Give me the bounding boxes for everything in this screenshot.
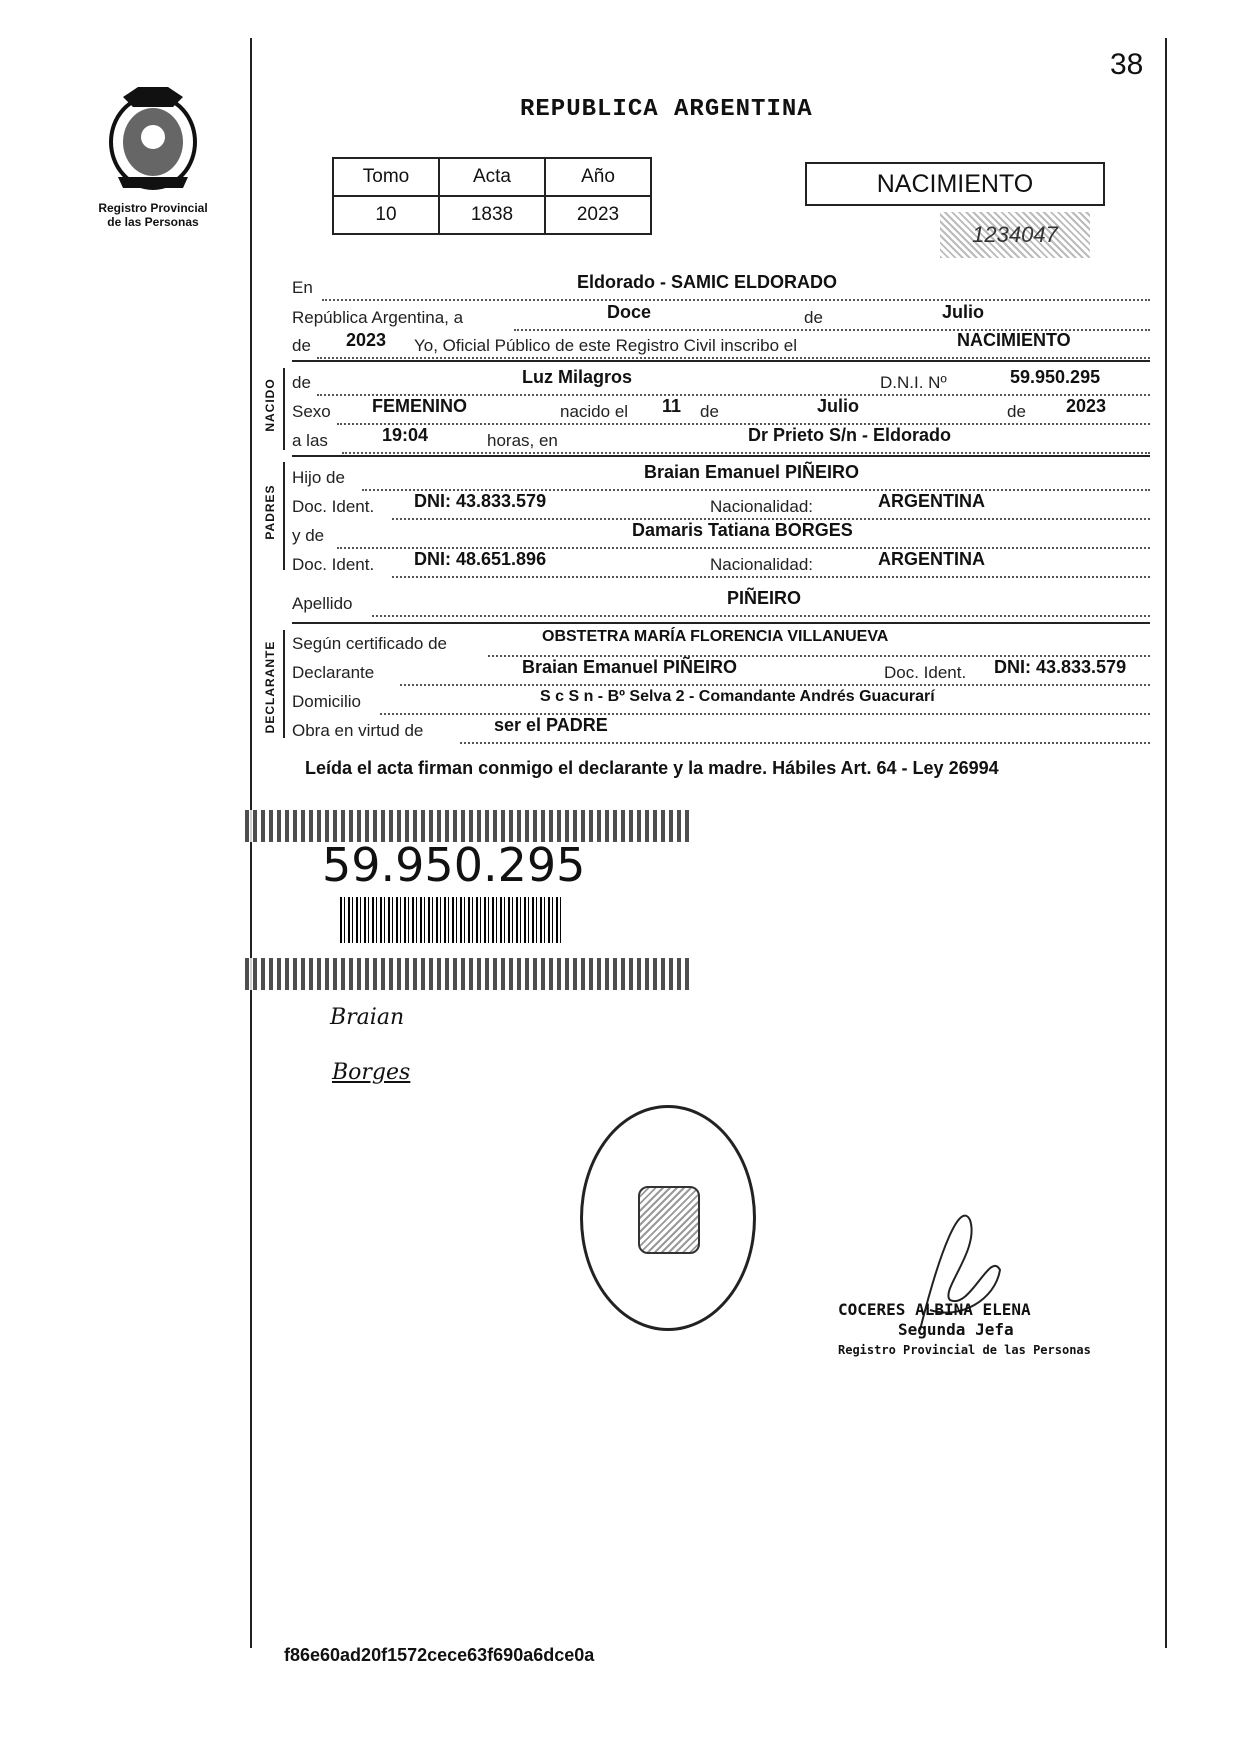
declarant-doc: DNI: 43.833.579 (994, 657, 1127, 677)
day-value: Doce (607, 302, 652, 322)
row-declarante: Declarante Braian Emanuel PIÑEIRO Doc. Ident. DNI: 43.833.579 (292, 657, 1150, 687)
row-y-de: y de Damaris Tatiana BORGES (292, 520, 1150, 550)
birth-place: Dr Prieto S/n - Eldorado (748, 425, 952, 445)
birth-month: Julio (817, 396, 860, 416)
barcode (340, 897, 562, 943)
month-value: Julio (942, 302, 985, 322)
signature-declarant: Braian (330, 1005, 405, 1030)
father-doc: DNI: 43.833.579 (414, 491, 547, 511)
province-logo (88, 82, 218, 229)
birth-year: 2023 (1066, 396, 1107, 416)
section-label-padres: PADRES (263, 484, 277, 540)
row-hijo-de: Hijo de Braian Emanuel PIÑEIRO (292, 462, 1150, 492)
child-dni: 59.950.295 (1010, 367, 1101, 387)
statement-value: NACIMIENTO (957, 330, 1071, 350)
row-obra: Obra en virtud de ser el PADRE (292, 715, 1150, 745)
signature-mother: Borges (332, 1060, 411, 1085)
father-name: Braian Emanuel PIÑEIRO (644, 462, 860, 482)
birth-hour: 19:04 (382, 425, 429, 445)
divider-1 (292, 360, 1150, 362)
official-org: Registro Provincial de las Personas (838, 1343, 1091, 1357)
birth-day: 11 (662, 396, 682, 416)
value-ano: 2023 (545, 196, 651, 234)
section-label-nacido: NACIDO (263, 378, 277, 432)
divider-2 (292, 455, 1150, 457)
year-value: 2023 (346, 330, 387, 350)
stamp-number: 1234047 (940, 212, 1090, 258)
surname-value: PIÑEIRO (727, 588, 802, 608)
value-acta: 1838 (439, 196, 545, 234)
document-title: REPUBLICA ARGENTINA (520, 96, 813, 123)
act-type-box: NACIMIENTO (805, 162, 1105, 206)
value-tomo: 10 (333, 196, 439, 234)
logo-caption: Registro Provincial de las Personas (98, 201, 208, 229)
row-certificado: Según certificado de OBSTETRA MARÍA FLORENCIA VILLANUEVA (292, 628, 1150, 658)
header-tomo: Tomo (333, 158, 439, 196)
official-role: Segunda Jefa (898, 1320, 1014, 1339)
certificate-value: OBSTETRA MARÍA FLORENCIA VILLANUEVA (542, 628, 889, 645)
seal-emblem-icon (638, 1186, 700, 1254)
header-acta: Acta (439, 158, 545, 196)
mother-doc: DNI: 48.651.896 (414, 549, 547, 569)
closing-statement: Leída el acta firman conmigo el declarante y la madre. Hábiles Art. 64 - Ley 26994 (305, 758, 999, 778)
row-sexo: Sexo FEMENINO nacido el 11 de Julio de 2023 (292, 396, 1150, 426)
row-en: En Eldorado - SAMIC ELDORADO (292, 272, 1150, 302)
row-hora: a las 19:04 horas, en Dr Prieto S/n - Eldorado (292, 425, 1150, 455)
left-margin-line (250, 38, 252, 1648)
province-shield-icon (98, 82, 208, 192)
row-republica: República Argentina, a Doce de Julio (292, 302, 1150, 332)
mother-name: Damaris Tatiana BORGES (632, 520, 853, 540)
child-name: Luz Milagros (522, 367, 633, 387)
address-value: S c S n - Bº Selva 2 - Comandante Andrés Guacurarí (540, 688, 935, 705)
security-pattern-bottom (245, 958, 689, 990)
row-statement: de 2023 Yo, Oficial Público de este Registro Civil inscribo el NACIMIENTO (292, 330, 1150, 360)
official-name: COCERES ALBINA ELENA (838, 1300, 1031, 1319)
divider-3 (292, 622, 1150, 624)
place-value: Eldorado - SAMIC ELDORADO (577, 272, 837, 292)
document-hash: f86e60ad20f1572cece63f690a6dce0a (284, 1645, 595, 1665)
official-seal (580, 1105, 756, 1331)
official-block (838, 1300, 1091, 1360)
section-label-declarante: DECLARANTE (263, 640, 277, 734)
dni-large-number: 59.950.295 (322, 838, 586, 892)
row-domicilio: Domicilio S c S n - Bº Selva 2 - Comandante Andrés Guacurarí (292, 686, 1150, 716)
father-nationality: ARGENTINA (878, 491, 985, 511)
child-sex: FEMENINO (372, 396, 468, 416)
declarant-name: Braian Emanuel PIÑEIRO (522, 657, 738, 677)
record-table (332, 157, 652, 235)
row-father-doc: Doc. Ident. DNI: 43.833.579 Nacionalidad: ARGENTINA (292, 491, 1150, 521)
mother-nationality: ARGENTINA (878, 549, 985, 569)
right-margin-line (1165, 38, 1167, 1648)
header-ano: Año (545, 158, 651, 196)
row-nacido-name: de Luz Milagros D.N.I. Nº 59.950.295 (292, 367, 1150, 397)
page-number: 38 (1110, 48, 1144, 81)
reason-value: ser el PADRE (494, 715, 608, 735)
row-apellido: Apellido PIÑEIRO (292, 588, 1150, 618)
row-mother-doc: Doc. Ident. DNI: 48.651.896 Nacionalidad: ARGENTINA (292, 549, 1150, 579)
